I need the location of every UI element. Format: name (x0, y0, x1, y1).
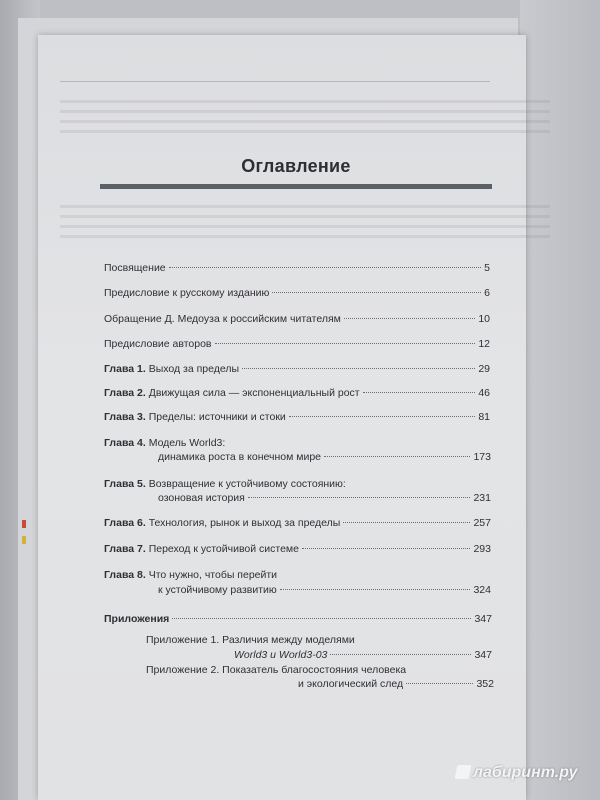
toc-chapter (104, 477, 346, 491)
chapter-title: Технология, рынок и выход за пределы (148, 517, 341, 529)
chapter-title: Что нужно, чтобы перейти (148, 569, 278, 581)
toc-appendix (146, 663, 406, 677)
leader-dots (169, 267, 482, 268)
chapter-number: Глава 2. (104, 387, 146, 399)
toc-chapter (104, 436, 225, 450)
toc-entry-page: 293 (473, 543, 491, 555)
appendix-title: Приложение 1. Различия между моделями (146, 634, 355, 646)
leader-dots (215, 343, 476, 344)
show-through-text (60, 110, 550, 113)
toc-chapter (104, 386, 490, 400)
leader-dots (248, 497, 471, 498)
toc-chapter (104, 516, 491, 530)
toc-chapter-cont (158, 450, 491, 464)
toc-chapter (104, 542, 491, 556)
leader-dots (330, 654, 471, 655)
toc-entry-label: Предисловие к русскому изданию (104, 287, 270, 299)
toc-entry-label: Предисловие авторов (104, 338, 212, 350)
chapter-title-line2: динамика роста в конечном мире (158, 451, 322, 463)
labirint-logo-icon (455, 765, 472, 779)
toc-entry (104, 337, 490, 351)
show-through-text (60, 120, 550, 123)
toc-entry-page: 81 (478, 411, 490, 423)
toc-appendices (104, 612, 492, 626)
chapter-title: Пределы: источники и стоки (148, 411, 286, 423)
toc-title: Оглавление (241, 156, 351, 176)
toc-entry-page: 324 (473, 584, 491, 596)
toc-chapter (104, 410, 490, 424)
chapter-title: Движущая сила — экспоненциальный рост (148, 387, 360, 399)
leader-dots (280, 589, 471, 590)
toc-entry-page: 5 (484, 262, 490, 274)
toc-appendix (146, 633, 355, 647)
toc-entry-page: 10 (478, 313, 490, 325)
toc-entry-page: 352 (476, 678, 494, 690)
chapter-title: Модель World3: (148, 437, 226, 449)
toc-entry-page: 173 (473, 451, 491, 463)
leader-dots (343, 522, 470, 523)
toc-entry-label: Посвящение (104, 262, 166, 274)
chapter-number: Глава 8. (104, 569, 146, 581)
toc-appendix-cont (234, 648, 492, 662)
toc-chapter-cont (158, 583, 491, 597)
show-through-text (60, 225, 550, 228)
leader-dots (406, 683, 473, 684)
chapter-title: Выход за пределы (148, 363, 240, 375)
leader-dots (272, 292, 481, 293)
chapter-number: Глава 5. (104, 478, 146, 490)
appendices-label: Приложения (104, 613, 170, 625)
chapter-title-line2: к устойчивому развитию (158, 584, 277, 596)
chapter-number: Глава 3. (104, 411, 146, 423)
toc-entry-page: 347 (474, 649, 492, 661)
toc-entry-page: 231 (473, 492, 491, 504)
toc-entry (104, 286, 490, 300)
toc-entry-page: 29 (478, 363, 490, 375)
toc-chapter-cont (158, 491, 491, 505)
toc-chapter (104, 568, 277, 582)
toc-entry (104, 312, 490, 326)
chapter-number: Глава 1. (104, 363, 146, 375)
toc-entry-page: 12 (478, 338, 490, 350)
leader-dots (324, 456, 470, 457)
leader-dots (242, 368, 475, 369)
toc-entry-page: 347 (474, 613, 492, 625)
chapter-number: Глава 6. (104, 517, 146, 529)
toc-entry (104, 261, 490, 275)
leader-dots (289, 416, 476, 417)
appendix-title: Приложение 2. Показатель благосостояния человека (146, 664, 407, 676)
watermark-text: лабиринт.ру (473, 764, 578, 781)
title-rule (100, 184, 492, 189)
show-through-text (60, 235, 550, 238)
watermark (456, 764, 577, 782)
leader-dots (344, 318, 475, 319)
toc-entry-page: 257 (473, 517, 491, 529)
page-edge-mark (22, 536, 26, 544)
page-edge-mark (22, 520, 26, 528)
toc-appendix-cont (298, 677, 494, 691)
leader-dots (172, 618, 471, 619)
leader-dots (302, 548, 470, 549)
appendix-title-line2: World3 и World3-03 (234, 649, 328, 661)
show-through-text (60, 100, 550, 103)
toc-entry-page: 46 (478, 387, 490, 399)
show-through-text (60, 215, 550, 218)
show-through-text (60, 205, 550, 208)
chapter-number: Глава 4. (104, 437, 146, 449)
show-through-text (60, 130, 550, 133)
running-header-rule (60, 81, 490, 82)
chapter-title: Переход к устойчивой системе (148, 543, 299, 555)
chapter-title: Возвращение к устойчивому состоянию: (148, 478, 346, 490)
chapter-title-line2: озоновая история (158, 492, 245, 504)
toc-chapter (104, 362, 490, 376)
chapter-number: Глава 7. (104, 543, 146, 555)
leader-dots (363, 392, 476, 393)
toc-entry-page: 6 (484, 287, 490, 299)
toc-entry-label: Обращение Д. Медоуза к российским читателям (104, 313, 341, 325)
appendix-title-line2: и экологический след (298, 678, 404, 690)
